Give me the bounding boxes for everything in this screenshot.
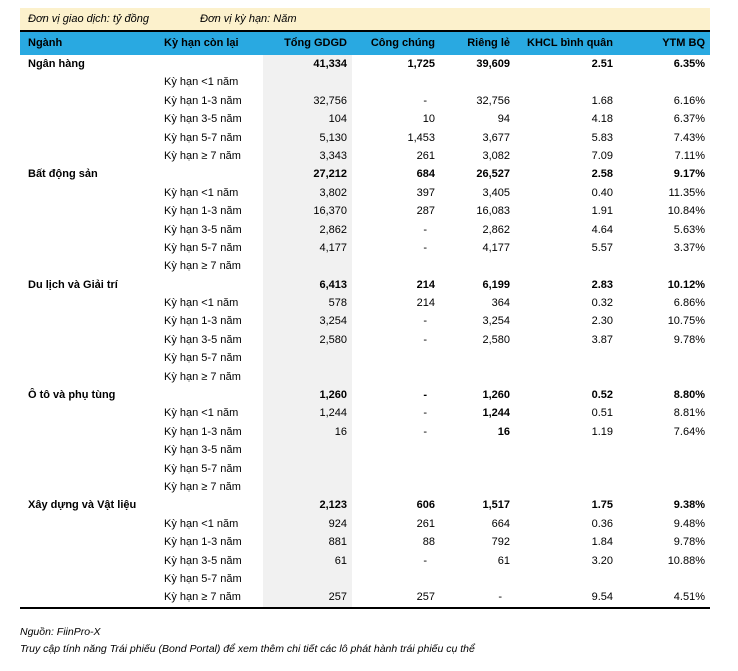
ytm-value — [618, 257, 710, 275]
khcl-avg-value: 0.51 — [591, 407, 613, 420]
sector-name — [20, 404, 160, 422]
total-gdgd-value: 3,343 — [263, 147, 352, 165]
term-row — [20, 184, 710, 202]
total-gdgd-value: 16 — [263, 423, 352, 441]
khcl-avg-value: 2.30 — [591, 315, 613, 328]
sector-name — [20, 570, 160, 588]
private-placement-value: 2,580 — [482, 333, 510, 346]
bond-portal-note: Truy cập tính năng Trái phiếu (Bond Portal) để xem thêm chi tiết các lô phát hành trái phiếu cụ thể — [20, 643, 475, 655]
public-offer-value: 214 — [416, 297, 435, 310]
public-offer-value: 287 — [416, 205, 435, 218]
private-placement-value — [440, 460, 515, 478]
private-placement-value: - — [498, 591, 502, 604]
term-row — [20, 147, 710, 165]
sector-name — [20, 110, 160, 128]
private-placement-value: 16,083 — [476, 205, 510, 218]
source-note: Nguồn: FiinPro-X — [20, 626, 101, 638]
term-label: Kỳ hạn 1-3 năm — [164, 94, 242, 107]
sector-name — [20, 239, 160, 257]
private-placement-value — [440, 570, 515, 588]
sector-name: Xây dựng và Vật liệu — [28, 499, 137, 512]
public-offer-value: - — [423, 315, 427, 328]
ytm-value: 6.35% — [673, 58, 705, 70]
sector-name — [20, 221, 160, 239]
public-offer-value — [352, 478, 440, 496]
sector-name — [20, 441, 160, 459]
term-label: Kỳ hạn 3-5 năm — [164, 333, 242, 346]
sector-name: Ô tô và phụ tùng — [28, 389, 116, 402]
private-placement-value: 1,244 — [482, 407, 510, 420]
term-row — [20, 202, 710, 220]
term-label: Kỳ hạn 5-7 năm — [164, 462, 242, 475]
term-row — [20, 257, 710, 275]
sector-total-row — [20, 386, 710, 404]
public-offer-value: - — [423, 333, 427, 346]
public-offer-value — [352, 460, 440, 478]
ytm-value: 3.37% — [673, 241, 705, 254]
ytm-value: 8.81% — [673, 407, 705, 420]
total-gdgd-value: 924 — [263, 515, 352, 533]
private-placement-value: 6,199 — [482, 278, 510, 291]
term-label: Kỳ hạn <1 năm — [164, 186, 239, 199]
private-placement-value: 2,862 — [482, 223, 510, 236]
ytm-value: 11.35% — [668, 186, 705, 199]
ytm-value — [618, 349, 710, 367]
public-offer-value: 684 — [416, 168, 435, 181]
total-gdgd-value — [263, 349, 352, 367]
total-gdgd-value: 881 — [263, 533, 352, 551]
term-label: Kỳ hạn <1 năm — [164, 76, 239, 89]
term-row — [20, 404, 710, 422]
total-gdgd-value: 4,177 — [263, 239, 352, 257]
khcl-avg-value: 4.64 — [591, 223, 613, 236]
public-offer-value — [352, 349, 440, 367]
term-row — [20, 588, 710, 606]
column-header-nganh: Ngành — [28, 37, 63, 49]
public-offer-value — [352, 441, 440, 459]
total-gdgd-value — [263, 368, 352, 386]
sector-total-row — [20, 496, 710, 514]
ytm-value: 5.63% — [673, 223, 705, 236]
sector-name — [20, 257, 160, 275]
public-offer-value: - — [423, 94, 427, 107]
khcl-avg-value: 2.58 — [591, 168, 613, 181]
ytm-value — [618, 460, 710, 478]
term-row — [20, 312, 710, 330]
private-placement-value: 3,677 — [482, 131, 510, 144]
total-gdgd-value — [263, 570, 352, 588]
column-header-rieng-le: Riêng lẻ — [467, 37, 510, 49]
total-gdgd-value — [263, 257, 352, 275]
private-placement-value — [440, 257, 515, 275]
term-label — [160, 55, 263, 73]
sector-name — [20, 423, 160, 441]
sector-name — [20, 331, 160, 349]
ytm-value: 8.80% — [673, 389, 705, 402]
public-offer-value — [352, 368, 440, 386]
sector-name — [20, 368, 160, 386]
term-label: Kỳ hạn ≥ 7 năm — [164, 260, 241, 273]
sector-name — [20, 460, 160, 478]
term-label: Kỳ hạn ≥ 7 năm — [164, 370, 241, 383]
term-row — [20, 239, 710, 257]
term-label: Kỳ hạn 3-5 năm — [164, 554, 242, 567]
column-header-khcl-binh-quan: KHCL bình quân — [527, 37, 613, 49]
total-gdgd-value — [263, 460, 352, 478]
khcl-avg-value: 0.40 — [591, 186, 613, 199]
public-offer-value: - — [423, 223, 427, 236]
khcl-avg-value — [515, 460, 618, 478]
khcl-avg-value: 5.57 — [591, 241, 613, 254]
khcl-avg-value — [515, 441, 618, 459]
term-label — [160, 386, 263, 404]
sector-name — [20, 202, 160, 220]
term-label: Kỳ hạn 3-5 năm — [164, 113, 242, 126]
sector-name — [20, 129, 160, 147]
public-offer-value — [352, 257, 440, 275]
ytm-value — [618, 368, 710, 386]
public-offer-value: 397 — [416, 186, 435, 199]
ytm-value: 6.16% — [673, 94, 705, 107]
ytm-value: 7.64% — [673, 425, 705, 438]
private-placement-value: 792 — [491, 536, 510, 549]
sector-name — [20, 312, 160, 330]
sector-name — [20, 73, 160, 91]
term-row — [20, 460, 710, 478]
private-placement-value: 1,260 — [482, 389, 510, 402]
ytm-value: 9.48% — [673, 517, 705, 530]
sector-total-row — [20, 165, 710, 183]
private-placement-value: 4,177 — [482, 241, 510, 254]
total-gdgd-value: 3,254 — [263, 312, 352, 330]
private-placement-value: 16 — [497, 425, 510, 438]
sector-name — [20, 294, 160, 312]
term-row — [20, 478, 710, 496]
ytm-value: 9.17% — [673, 168, 705, 181]
khcl-avg-value: 9.54 — [591, 591, 613, 604]
ytm-value: 6.86% — [673, 297, 705, 310]
column-header-cong-chung: Công chúng — [370, 37, 435, 49]
khcl-avg-value: 5.83 — [591, 131, 613, 144]
term-label: Kỳ hạn 1-3 năm — [164, 315, 242, 328]
total-gdgd-value — [263, 73, 352, 91]
unit-transaction-note: Đơn vị giao dịch: tỷ đồng — [28, 13, 149, 25]
public-offer-value: 606 — [416, 499, 435, 512]
khcl-avg-value — [515, 349, 618, 367]
khcl-avg-value: 1.91 — [591, 205, 613, 218]
term-row — [20, 331, 710, 349]
term-row — [20, 533, 710, 551]
total-gdgd-value: 61 — [263, 552, 352, 570]
term-label: Kỳ hạn <1 năm — [164, 297, 239, 310]
public-offer-value: - — [423, 241, 427, 254]
total-gdgd-value: 16,370 — [263, 202, 352, 220]
term-row — [20, 515, 710, 533]
term-label: Kỳ hạn ≥ 7 năm — [164, 149, 241, 162]
ytm-value: 10.75% — [667, 315, 705, 328]
term-row — [20, 92, 710, 110]
ytm-value — [618, 441, 710, 459]
sector-name — [20, 184, 160, 202]
term-label: Kỳ hạn 5-7 năm — [164, 131, 242, 144]
term-label — [160, 496, 263, 514]
total-gdgd-value: 2,862 — [263, 221, 352, 239]
sector-name — [20, 533, 160, 551]
term-row — [20, 552, 710, 570]
public-offer-value: - — [423, 554, 427, 567]
unit-term-note: Đơn vị kỳ hạn: Năm — [200, 13, 297, 25]
ytm-value: 10.84% — [667, 205, 705, 218]
total-gdgd-value: 2,580 — [263, 331, 352, 349]
public-offer-value: 1,453 — [407, 131, 435, 144]
ytm-value: 9.38% — [673, 499, 705, 512]
term-row — [20, 423, 710, 441]
total-gdgd-value: 257 — [263, 588, 352, 606]
total-gdgd-value: 1,260 — [263, 386, 352, 404]
private-placement-value — [440, 349, 515, 367]
khcl-avg-value — [515, 257, 618, 275]
total-gdgd-value: 5,130 — [263, 129, 352, 147]
bond-table-body — [20, 55, 710, 609]
term-label: Kỳ hạn 1-3 năm — [164, 536, 242, 549]
khcl-avg-value: 3.87 — [591, 333, 613, 346]
private-placement-value: 39,609 — [476, 58, 510, 70]
total-gdgd-value: 41,334 — [263, 55, 352, 73]
khcl-avg-value: 1.75 — [591, 499, 613, 512]
khcl-avg-value: 0.36 — [591, 517, 613, 530]
term-label: Kỳ hạn 5-7 năm — [164, 241, 242, 254]
term-label: Kỳ hạn 1-3 năm — [164, 425, 242, 438]
khcl-avg-value: 0.32 — [591, 297, 613, 310]
column-header-ytm-bq: YTM BQ — [662, 37, 705, 49]
ytm-value — [618, 570, 710, 588]
ytm-value — [618, 73, 710, 91]
sector-name — [20, 349, 160, 367]
khcl-avg-value: 1.19 — [591, 425, 613, 438]
total-gdgd-value: 6,413 — [263, 276, 352, 294]
khcl-avg-value: 1.68 — [591, 94, 613, 107]
ytm-value: 10.88% — [667, 554, 705, 567]
public-offer-value — [352, 73, 440, 91]
sector-name — [20, 92, 160, 110]
column-header-tong-gdgd: Tổng GDGD — [284, 37, 347, 49]
khcl-avg-value — [515, 478, 618, 496]
table-footer — [20, 624, 475, 658]
public-offer-value: - — [423, 389, 427, 402]
private-placement-value: 32,756 — [476, 94, 510, 107]
total-gdgd-value: 104 — [263, 110, 352, 128]
public-offer-value: 261 — [416, 517, 435, 530]
sector-total-row — [20, 55, 710, 73]
sector-name — [20, 147, 160, 165]
public-offer-value: - — [423, 425, 427, 438]
khcl-avg-value: 1.84 — [591, 536, 613, 549]
khcl-avg-value: 7.09 — [591, 149, 613, 162]
term-label: Kỳ hạn 5-7 năm — [164, 572, 242, 585]
total-gdgd-value: 1,244 — [263, 404, 352, 422]
term-row — [20, 221, 710, 239]
public-offer-value: 214 — [416, 278, 435, 291]
khcl-avg-value: 3.20 — [591, 554, 613, 567]
sector-name — [20, 552, 160, 570]
sector-name — [20, 515, 160, 533]
sector-name: Ngân hàng — [28, 58, 85, 70]
total-gdgd-value: 27,212 — [263, 165, 352, 183]
table-header-row — [20, 30, 710, 55]
term-row — [20, 441, 710, 459]
khcl-avg-value — [515, 368, 618, 386]
ytm-value: 7.11% — [674, 149, 705, 162]
khcl-avg-value: 4.18 — [591, 113, 613, 126]
term-row — [20, 129, 710, 147]
private-placement-value: 3,405 — [482, 186, 510, 199]
khcl-avg-value: 2.51 — [591, 58, 613, 70]
private-placement-value — [440, 478, 515, 496]
units-note-bar — [20, 8, 710, 30]
term-label: Kỳ hạn 5-7 năm — [164, 352, 242, 365]
term-row — [20, 73, 710, 91]
total-gdgd-value — [263, 478, 352, 496]
ytm-value: 6.37% — [673, 113, 705, 126]
khcl-avg-value: 2.83 — [591, 278, 613, 291]
khcl-avg-value — [515, 570, 618, 588]
term-label: Kỳ hạn <1 năm — [164, 517, 239, 530]
term-label: Kỳ hạn <1 năm — [164, 407, 239, 420]
sector-name: Du lịch và Giải trí — [28, 278, 118, 291]
khcl-avg-value — [515, 73, 618, 91]
khcl-avg-value: 0.52 — [591, 389, 613, 402]
public-offer-value: 88 — [422, 536, 435, 549]
private-placement-value: 26,527 — [476, 168, 510, 181]
term-row — [20, 110, 710, 128]
private-placement-value: 3,082 — [482, 149, 510, 162]
public-offer-value: - — [423, 407, 427, 420]
public-offer-value — [352, 570, 440, 588]
sector-name: Bất động sản — [28, 168, 98, 181]
private-placement-value: 61 — [497, 554, 510, 567]
private-placement-value: 364 — [491, 297, 510, 310]
ytm-value: 9.78% — [673, 333, 705, 346]
ytm-value — [618, 478, 710, 496]
term-label: Kỳ hạn ≥ 7 năm — [164, 591, 241, 604]
total-gdgd-value — [263, 441, 352, 459]
total-gdgd-value: 3,802 — [263, 184, 352, 202]
ytm-value: 4.51% — [673, 591, 705, 604]
ytm-value: 9.78% — [673, 536, 705, 549]
term-label — [160, 165, 263, 183]
ytm-value: 7.43% — [673, 131, 705, 144]
term-row — [20, 349, 710, 367]
term-row — [20, 368, 710, 386]
private-placement-value — [440, 368, 515, 386]
term-label — [160, 276, 263, 294]
total-gdgd-value: 32,756 — [263, 92, 352, 110]
total-gdgd-value: 578 — [263, 294, 352, 312]
public-offer-value: 1,725 — [407, 58, 435, 70]
public-offer-value: 257 — [416, 591, 435, 604]
sector-name — [20, 588, 160, 606]
private-placement-value: 1,517 — [482, 499, 510, 512]
column-header-ky-han-con-lai: Kỳ hạn còn lại — [164, 37, 239, 49]
sector-name — [20, 478, 160, 496]
term-label: Kỳ hạn ≥ 7 năm — [164, 480, 241, 493]
term-label: Kỳ hạn 3-5 năm — [164, 223, 242, 236]
public-offer-value: 10 — [422, 113, 435, 126]
private-placement-value: 3,254 — [482, 315, 510, 328]
total-gdgd-value: 2,123 — [263, 496, 352, 514]
ytm-value: 10.12% — [667, 278, 705, 291]
private-placement-value: 94 — [497, 113, 510, 126]
term-row — [20, 294, 710, 312]
sector-total-row — [20, 276, 710, 294]
term-row — [20, 570, 710, 588]
private-placement-value — [440, 73, 515, 91]
term-label: Kỳ hạn 3-5 năm — [164, 444, 242, 457]
public-offer-value: 261 — [416, 149, 435, 162]
term-label: Kỳ hạn 1-3 năm — [164, 205, 242, 218]
private-placement-value: 664 — [491, 517, 510, 530]
private-placement-value — [440, 441, 515, 459]
